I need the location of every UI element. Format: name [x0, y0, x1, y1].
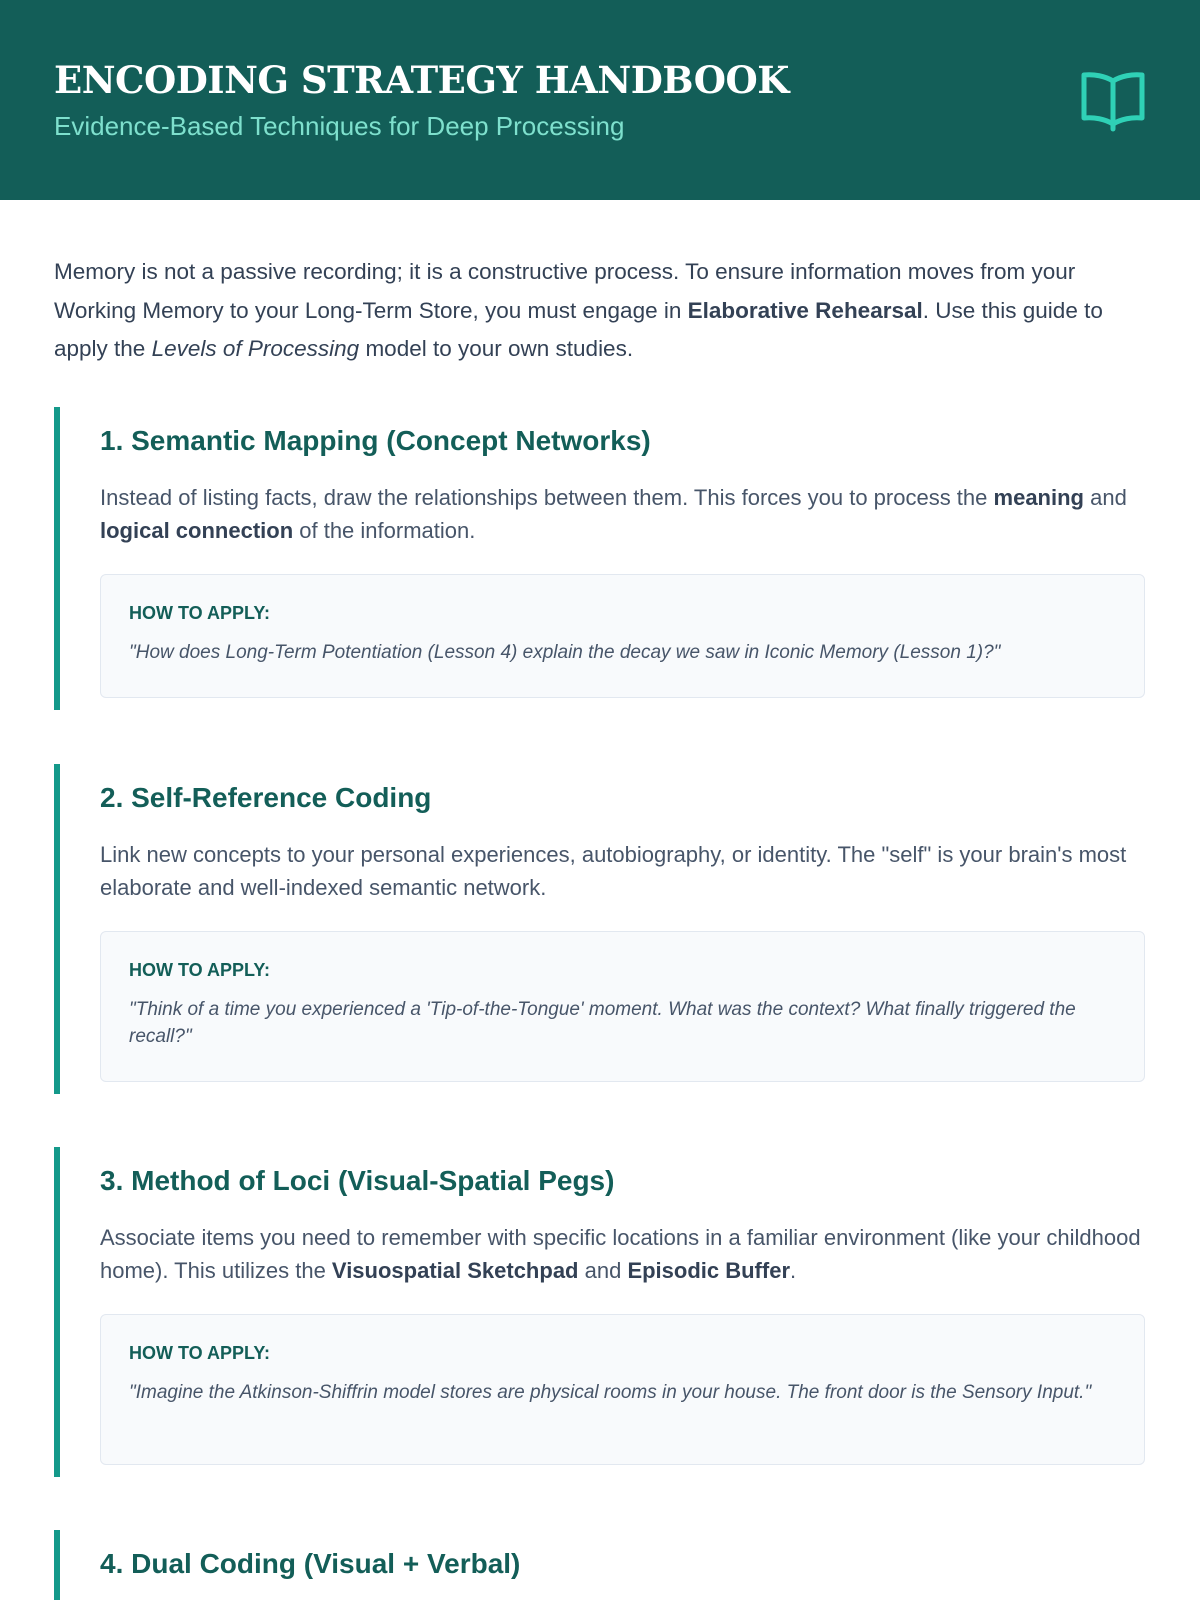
section-text: Associate items you need to remember with specific locations in a familiar environment (like your childhood home). This utilizes the	[100, 1225, 1141, 1283]
how-to-apply-label: HOW TO APPLY:	[129, 1343, 271, 1363]
intro-paragraph	[54, 253, 1154, 369]
how-to-apply-example: "Think of a time you experienced a 'Tip-of-the-Tongue' moment. What was the context? What finally triggered the recall?"	[129, 999, 1076, 1047]
strategy-section-2	[54, 764, 1153, 1094]
open-book-icon	[1080, 68, 1146, 132]
section-description	[100, 481, 1150, 547]
section-text: of the information.	[293, 518, 476, 543]
page-title: ENCODING STRATEGY HANDBOOK	[54, 58, 789, 102]
section-description	[100, 1221, 1150, 1287]
section-text: Instead of listing facts, draw the relationships between them. This forces you to process the	[100, 485, 994, 510]
page-subtitle: Evidence-Based Techniques for Deep Processing	[54, 111, 625, 141]
intro-text: . Use this guide to apply the	[54, 297, 1103, 361]
section-title: 2. Self-Reference Coding	[100, 782, 432, 813]
section-description	[100, 838, 1150, 904]
section-text: and	[1083, 485, 1127, 510]
section-title: 1. Semantic Mapping (Concept Networks)	[100, 425, 651, 456]
how-to-apply-label: HOW TO APPLY:	[129, 603, 271, 623]
section-bold-term: Visuospatial Sketchpad	[331, 1258, 579, 1283]
page-header	[0, 0, 1200, 200]
section-bold-term: Episodic Buffer	[627, 1258, 791, 1283]
section-text: and	[578, 1258, 628, 1283]
section-title: 3. Method of Loci (Visual-Spatial Pegs)	[100, 1165, 615, 1196]
intro-text: model to your own studies.	[359, 336, 634, 361]
intro-text: Memory is not a passive recording; it is a constructive process. To ensure information moves from your Working Memory to your Long-Term Store, you must engage in	[54, 259, 1076, 323]
intro-bold-term: Elaborative Rehearsal	[687, 297, 923, 323]
strategy-section-3	[54, 1147, 1153, 1477]
intro-italic-term: Levels of Processing	[151, 336, 360, 361]
how-to-apply-box	[100, 931, 1145, 1082]
how-to-apply-label: HOW TO APPLY:	[129, 960, 271, 980]
section-text: Link new concepts to your personal experiences, autobiography, or identity. The "self" is your brain's most elaborate and well-indexed semantic network.	[100, 842, 1127, 900]
strategy-section-1	[54, 407, 1153, 710]
how-to-apply-example: "Imagine the Atkinson-Shiffrin model stores are physical rooms in your house. The front door is the Sensory Input."	[129, 1382, 1092, 1403]
how-to-apply-example: "How does Long-Term Potentiation (Lesson 4) explain the decay we saw in Iconic Memory (Lesson 1)?"	[129, 642, 1001, 663]
section-bold-term: logical connection	[100, 518, 294, 543]
section-bold-term: meaning	[993, 485, 1084, 510]
section-title: 4. Dual Coding (Visual + Verbal)	[100, 1548, 521, 1579]
section-text: .	[790, 1258, 797, 1283]
how-to-apply-box	[100, 1314, 1145, 1465]
strategy-section-4	[54, 1530, 1153, 1600]
how-to-apply-box	[100, 574, 1145, 698]
